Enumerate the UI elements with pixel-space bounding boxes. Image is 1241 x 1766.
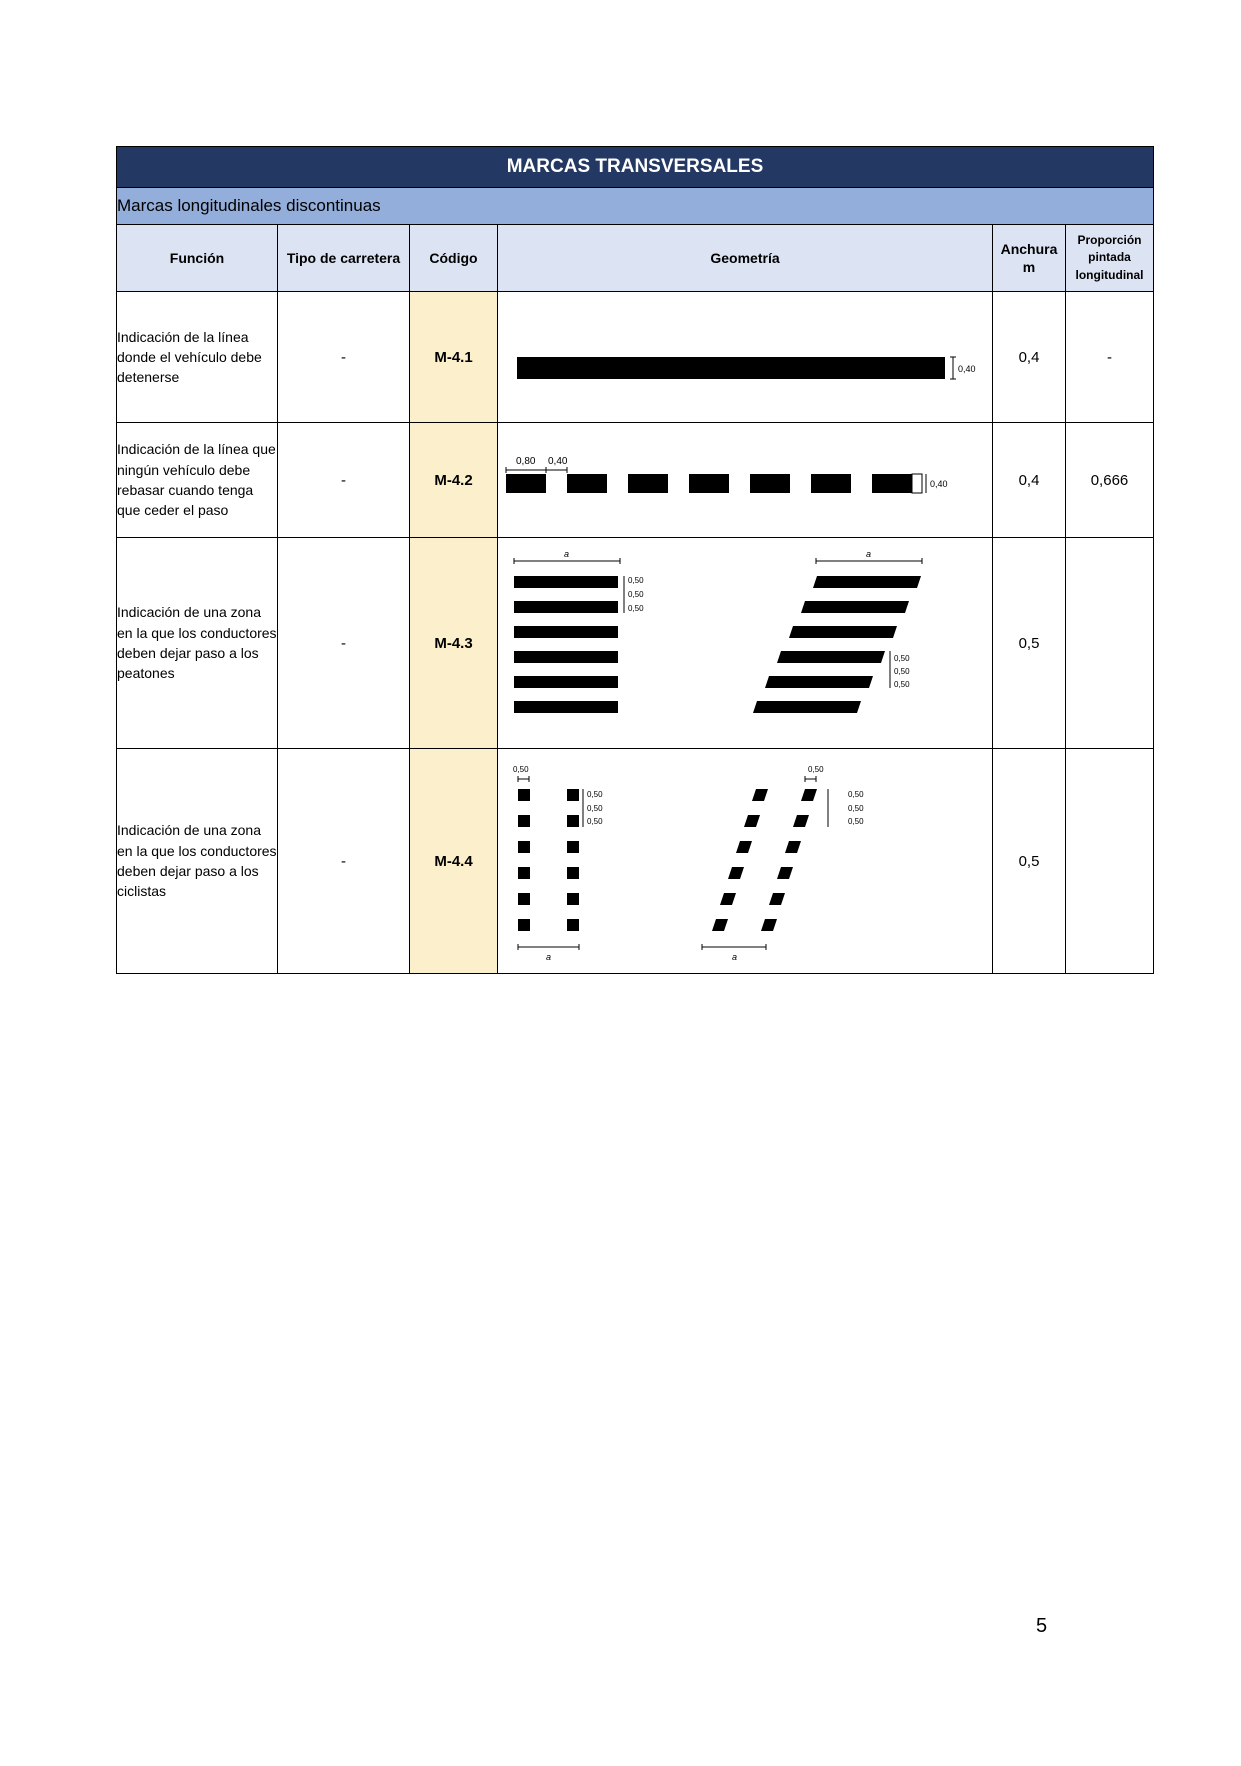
header-row xyxy=(117,225,1154,292)
table-row xyxy=(117,538,1154,749)
svg-text:0,50: 0,50 xyxy=(587,816,603,826)
codigo-cell: M-4.3 xyxy=(410,538,498,749)
table-subtitle: Marcas longitudinales discontinuas xyxy=(117,188,1154,225)
svg-text:0,50: 0,50 xyxy=(848,816,864,826)
tipo-cell: - xyxy=(278,749,410,974)
header-anchura: Anchura m xyxy=(993,225,1066,292)
proporcion-cell xyxy=(1066,749,1154,974)
tipo-cell: - xyxy=(278,538,410,749)
cyclist-crossing-diagram xyxy=(498,750,993,973)
geometria-cell xyxy=(498,423,993,538)
svg-text:0,50: 0,50 xyxy=(894,679,910,689)
page-number: 5 xyxy=(1036,1615,1048,1637)
svg-text:0,50: 0,50 xyxy=(587,789,603,799)
anchura-cell: 0,5 xyxy=(993,749,1066,974)
svg-text:0,50: 0,50 xyxy=(587,803,603,813)
svg-text:0,50: 0,50 xyxy=(628,589,644,599)
svg-text:a: a xyxy=(546,951,552,962)
funcion-cell: Indicación de la línea que ningún vehículo debe rebasar cuando tenga que ceder el paso xyxy=(117,423,278,538)
header-funcion: Función xyxy=(117,225,278,292)
funcion-cell: Indicación de la línea donde el vehículo debe detenerse xyxy=(117,292,278,423)
svg-text:0,50: 0,50 xyxy=(894,666,910,676)
anchura-cell: 0,5 xyxy=(993,538,1066,749)
funcion-cell: Indicación de una zona en la que los conductores deben dejar paso a los ciclistas xyxy=(117,749,278,974)
anchura-cell: 0,4 xyxy=(993,423,1066,538)
funcion-cell: Indicación de una zona en la que los conductores deben dejar paso a los peatones xyxy=(117,538,278,749)
yield-line-diagram xyxy=(498,424,993,537)
dimension-mark xyxy=(950,357,956,379)
pedestrian-crossing-diagram xyxy=(498,539,993,748)
dim-label: 0,40 xyxy=(958,363,976,374)
svg-text:0,50: 0,50 xyxy=(894,653,910,663)
svg-text:0,80: 0,80 xyxy=(516,455,536,467)
table-title: MARCAS TRANSVERSALES xyxy=(117,147,1154,188)
svg-text:0,50: 0,50 xyxy=(808,764,824,774)
svg-text:0,50: 0,50 xyxy=(848,803,864,813)
svg-text:0,50: 0,50 xyxy=(513,764,529,774)
proporcion-cell: - xyxy=(1066,292,1154,423)
svg-text:0,50: 0,50 xyxy=(628,575,644,585)
proporcion-cell xyxy=(1066,538,1154,749)
proporcion-cell: 0,666 xyxy=(1066,423,1154,538)
marcas-table xyxy=(116,146,1154,974)
svg-text:a: a xyxy=(866,548,872,559)
header-codigo: Código xyxy=(410,225,498,292)
table-row xyxy=(117,749,1154,974)
anchura-cell: 0,4 xyxy=(993,292,1066,423)
geometria-cell xyxy=(498,292,993,423)
stop-line-diagram xyxy=(498,293,993,422)
table-row xyxy=(117,423,1154,538)
geometria-cell xyxy=(498,538,993,749)
codigo-cell: M-4.4 xyxy=(410,749,498,974)
tipo-cell: - xyxy=(278,423,410,538)
codigo-cell: M-4.2 xyxy=(410,423,498,538)
svg-text:0,50: 0,50 xyxy=(628,603,644,613)
table-row xyxy=(117,292,1154,423)
stop-line-bar xyxy=(517,357,945,379)
header-tipo: Tipo de carretera xyxy=(278,225,410,292)
svg-text:0,40: 0,40 xyxy=(548,455,568,467)
header-proporcion: Proporción pintada longitudinal xyxy=(1066,225,1154,292)
tipo-cell: - xyxy=(278,292,410,423)
svg-text:a: a xyxy=(564,548,570,559)
header-geometria: Geometría xyxy=(498,225,993,292)
svg-text:0,40: 0,40 xyxy=(930,478,948,489)
svg-text:0,50: 0,50 xyxy=(848,789,864,799)
svg-text:a: a xyxy=(732,951,738,962)
geometria-cell xyxy=(498,749,993,974)
codigo-cell: M-4.1 xyxy=(410,292,498,423)
